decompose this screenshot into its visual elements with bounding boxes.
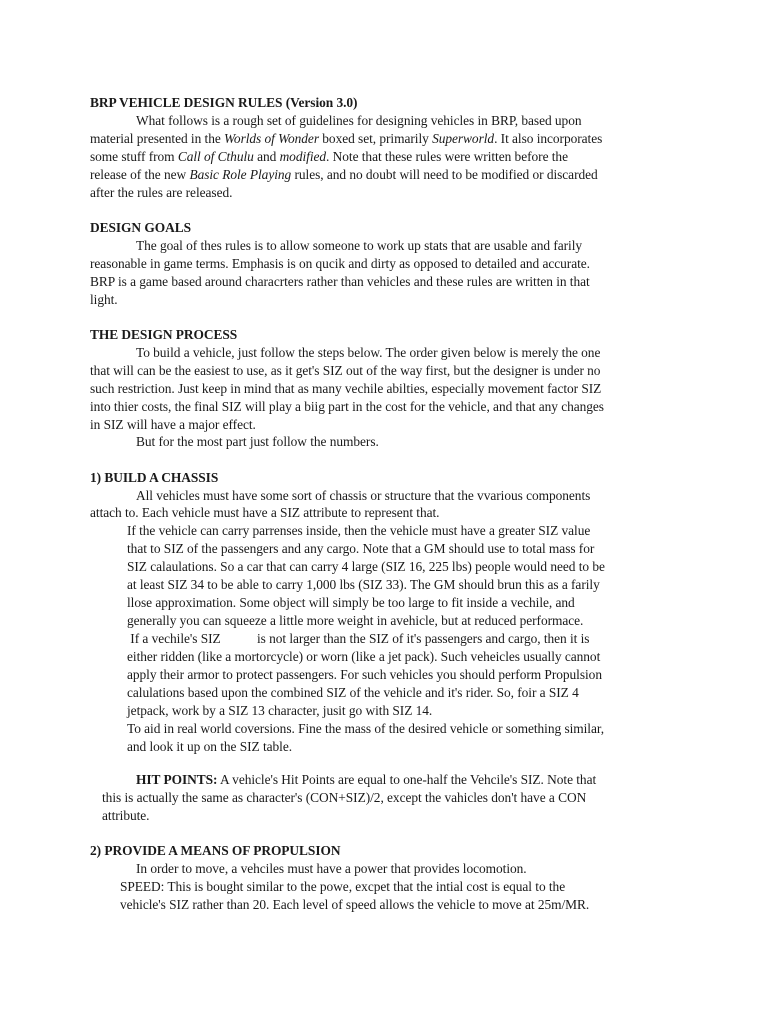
paragraph-line: attach to. Each vehicle must have a SIZ attribute to represent that. <box>90 505 440 520</box>
hit-points-line: HIT POINTS: A vehicle's Hit Points are equal to one-half the Vehcile's SIZ. Note that <box>136 772 597 787</box>
paragraph-line: To build a vehicle, just follow the steps below. The order given below is merely the one <box>136 345 601 360</box>
paragraph-line: In order to move, a vehciles must have a power that provides locomotion. <box>136 861 527 876</box>
intro-line: after the rules are released. <box>90 185 233 200</box>
paragraph-line: such restriction. Just keep in mind that as many vechile abilties, especially movement factor SIZ <box>90 381 602 396</box>
paragraph-line: But for the most part just follow the numbers. <box>136 434 379 449</box>
paragraph-line: and look it up on the SIZ table. <box>127 739 293 754</box>
paragraph-line: either ridden (like a mortorcycle) or worn (like a jet pack). Such veheicles usually cannot <box>127 649 601 664</box>
paragraph-line: attribute. <box>102 808 150 823</box>
section-heading-propulsion: 2) PROVIDE A MEANS OF PROPULSION <box>90 843 341 858</box>
paragraph-line: reasonable in game terms. Emphasis is on qucik and dirty as opposed to detailed and accurate. <box>90 256 590 271</box>
paragraph-line: apply their armor to protect passengers. For such vehicles you should perform Propulsion <box>127 667 602 682</box>
intro-line: some stuff from Call of Cthulu and modified. Note that these rules were written before the <box>90 149 568 164</box>
section-heading-build-chassis: 1) BUILD A CHASSIS <box>90 470 219 485</box>
paragraph-line: SIZ calaulations. So a car that can carry 4 large (SIZ 16, 225 lbs) people would need to be <box>127 559 605 574</box>
paragraph-line: generally you can squeeze a little more weight in avehicle, but at reduced performace. <box>127 613 584 628</box>
paragraph-line: jetpack, work by a SIZ 13 character, jusit go with SIZ 14. <box>127 703 433 718</box>
intro-line: release of the new Basic Role Playing rules, and no doubt will need to be modified or discarded <box>90 167 598 182</box>
intro-line: What follows is a rough set of guidelines for designing vehicles in BRP, based upon <box>136 113 582 128</box>
paragraph-line: BRP is a game based around characrters rather than vehicles and these rules are written in that <box>90 274 590 289</box>
paragraph-line: vehicle's SIZ rather than 20. Each level of speed allows the vehicle to move at 25m/MR. <box>120 897 590 912</box>
paragraph-line: that will can be the easiest to use, as it get's SIZ out of the way first, but the designer is under no <box>90 363 601 378</box>
paragraph-line: If the vehicle can carry parrenses inside, then the vehicle must have a greater SIZ value <box>127 523 591 538</box>
document-title: BRP VEHICLE DESIGN RULES (Version 3.0) <box>90 95 358 110</box>
paragraph-line: SPEED: This is bought similar to the powe, excpet that the intial cost is equal to the <box>120 879 566 894</box>
paragraph-line: llose approximation. Some object will simply be too large to fit inside a vechile, and <box>127 595 575 610</box>
intro-line: material presented in the Worlds of Wonder boxed set, primarily Superworld. It also incorporates <box>90 131 603 146</box>
paragraph-line: The goal of thes rules is to allow someone to work up stats that are usable and farily <box>136 238 583 253</box>
paragraph-line: this is actually the same as character's (CON+SIZ)/2, except the vahicles don't have a CON <box>102 790 587 805</box>
paragraph-line: To aid in real world coversions. Fine the mass of the desired vehicle or something similar, <box>127 721 605 736</box>
paragraph-line: If a vechile's SIZ is not larger than the SIZ of it's passengers and cargo, then it is <box>127 631 590 646</box>
paragraph-line: calulations based upon the combined SIZ of the vehicle and it's rider. So, foir a SIZ 4 <box>127 685 579 700</box>
paragraph-line: light. <box>90 292 118 307</box>
paragraph-line: in SIZ will have a major effect. <box>90 417 256 432</box>
paragraph-line: All vehicles must have some sort of chassis or structure that the vvarious components <box>136 488 591 503</box>
hit-points-label: HIT POINTS: <box>136 772 218 787</box>
paragraph-line: that to SIZ of the passengers and any cargo. Note that a GM should use to total mass for <box>127 541 595 556</box>
section-heading-design-goals: DESIGN GOALS <box>90 220 191 235</box>
paragraph-line: into thier costs, the final SIZ will play a biig part in the cost for the vehicle, and that any changes <box>90 399 604 414</box>
section-heading-design-process: THE DESIGN PROCESS <box>90 327 238 342</box>
paragraph-line: at least SIZ 34 to be able to carry 1,000 lbs (SIZ 33). The GM should brun this as a farily <box>127 577 600 592</box>
